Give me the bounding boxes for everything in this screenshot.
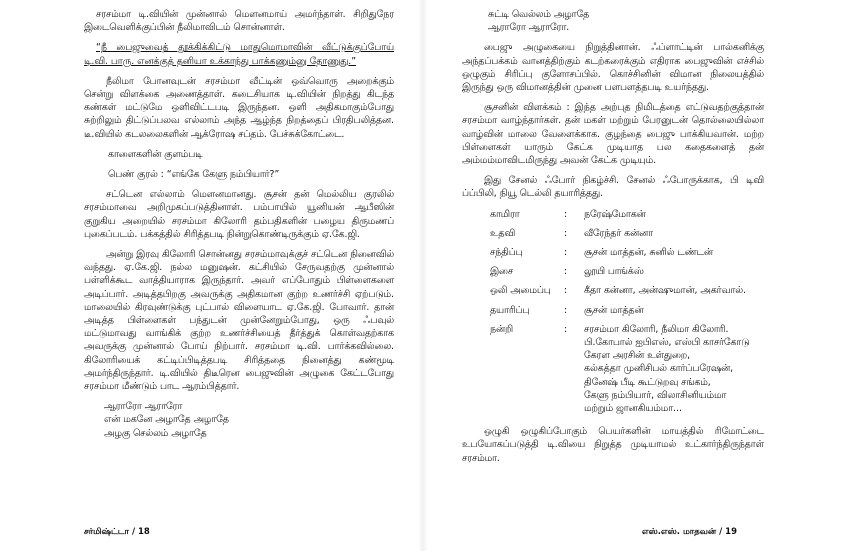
credit-separator: :	[564, 285, 568, 297]
paragraph: பைஜு அழுகையை நிறுத்தினான். ஃப்ளாட்டின் பால்கனிக்கு அந்தப்பக்கம் வானத்திற்கும் கடற்கரைக்கும் எதிராக பைஜுவின் எச்சில் ஒழுகும் சிரிப்பு குளோசப்பில். கொச்சினின் விமான நிலையத்தில் இருந்து ஒரு விமானத்தின் முனை பளபளத்தபடி உயர்ந்தது.	[462, 42, 764, 94]
credit-separator: :	[564, 304, 568, 316]
credit-names	[584, 323, 764, 415]
credit-name: கல்கத்தா முனிசிபல் கார்ப்பரேஷன்,	[584, 363, 734, 375]
right-page-text	[462, 8, 764, 472]
credit-role: சந்திப்பு	[490, 247, 523, 259]
paragraph: சூசனின் விளக்கம் : இந்த அற்புத நிமிடத்தை எட்டுவதற்குத்தான் சரசம்மா வாழ்ந்தார்கள். தன் மகள் மற்றும் பேரனுடன் தொல்லையில்லா வாழ்வின் மாலை வேளைக்காக. குழந்தை பைஜு பாக்கியவான். மற்ற பிள்ளைகள் யாரும் கேட்க முடியாத பல கதைகளைத் தன் அம்மம்மாவிடமிருந்து அவன் கேட்க முடியும்.	[462, 102, 764, 167]
credit-row	[490, 246, 764, 259]
lullaby-line: அழகு செல்லம் அழாதே	[104, 427, 207, 439]
credit-separator: :	[564, 266, 568, 278]
lullaby-line: ஆராரோ ஆராரோ	[104, 401, 183, 413]
closing-paragraph: ஒழுகி ஒழுகிப்போகும் பெயர்களின் மாயத்தில் ரிமோட்டை உபயோகப்படுத்தி டி.வியை நிறுத்த முடியாமல் உட்கார்ந்திருந்தாள் சரசம்மா.	[462, 426, 764, 464]
credit-role: நன்றி	[490, 323, 513, 335]
credit-role: ஒலி அமைப்பு	[490, 285, 551, 297]
credit-name: சரசம்மா கிலோரி, நீலிமா கிலோரி.	[584, 323, 729, 335]
credit-name: கேளு நம்பியார், விலாசினியம்மா	[584, 389, 727, 401]
sound-note: காளைகளின் குளம்படி	[108, 148, 203, 160]
paragraph: அன்று இரவு கிலோரி சொன்னது சரசம்மாவுக்குச் சட்டென நினைவில் வந்தது. ஏ.கே.ஜி. நல்ல மனுஷன். கட்சியில் சேருவதற்கு முன்னால் பள்ளிக்கூட வாத்தியாராக இருந்தார். அவர் எப்போதும் பிள்ளைகளை அடிப்பார். அடித்தபிறகு அவருக்கு அதிகமான குற்ற உணர்ச்சி ஏற்படும். மாலையில் கிரவுண்டுக்கு புட்பால் விளையாட ஏ.கே.ஜி. போவார். தான் அடித்த பிள்ளைகள் பந்துடன் முன்னேறும்போது, ஒரு ஃபவுல் மட்டுமாவது வாங்கிக் குற்ற உணர்ச்சியைத் தீர்த்துக் கொள்வதற்காக அவருக்கு முன்னால் போய் நிற்பார். சரசம்மா டி.வி. பார்க்கவில்லை. கிலோரியைக் கட்டிப்பிடித்தபடி சிரித்ததை நினைத்து கண்மூடி அமர்ந்திருந்தார். டி.வியில் திடீரென பைஜுவின் அழுகை கேட்டபோது சரசம்மா மீண்டும் பாட ஆரம்பித்தார்.	[84, 249, 394, 393]
credit-row	[490, 304, 764, 317]
credit-names	[584, 227, 764, 240]
credit-role: தயாரிப்பு	[490, 304, 530, 316]
credit-role: உதவி	[490, 227, 516, 239]
credit-separator: :	[564, 227, 568, 239]
paragraph: இது சேனல் ஃபோர் நிகழ்ச்சி. சேனல் ஃபோருக்காக, பி டிவி ப்ப்பிலி, நியூ டெல்லி தயாரித்தது.	[462, 175, 764, 200]
credit-name: மற்றும் ஜானகியம்மா...	[584, 403, 682, 415]
left-page-footer: சர்மிஷ்ட்டா / 18	[84, 527, 150, 537]
lullaby	[84, 400, 394, 440]
credit-name: கீதா கன்னா, அன்ஷுமான், அகர்வால்.	[584, 285, 746, 297]
credit-row	[490, 323, 764, 415]
lullaby-line: சுட்டி வெல்லம் அழாதே	[488, 9, 590, 20]
credit-separator: :	[564, 208, 568, 220]
credit-name: வீரேந்தர் கன்னா	[584, 227, 653, 239]
left-page-text	[84, 8, 394, 447]
lullaby	[462, 8, 764, 34]
credit-name: சூசன் மாத்தன்	[584, 304, 644, 316]
paragraph: சட்டென எல்லாம் மௌனமானது. சூசன் தன் மெல்லிய குரலில் சரசம்மாவை அறிமுகப்படுத்தினாள். பம்பாயில் யூனியன் ஆபீஸின் குறுகிய அறையில் சரசம்மா கிலோரி தம்பதிகளின் பழைய திருமணப் புகைப்படம். பக்கத்தில் சிரித்தபடி நின்றுகொண்டிருக்கும் ஏ.கே.ஜி.	[84, 189, 394, 240]
credits-list	[490, 208, 764, 416]
right-page	[426, 0, 846, 551]
credit-name: தினேஷ் பீடி கூட்டுறவு சங்கம்,	[584, 376, 711, 388]
credit-names	[584, 265, 764, 278]
credit-names	[584, 246, 764, 259]
credit-name: பி.கோபால் ஐபிஎஸ், எஸ்பி காசர்கோடு	[584, 337, 750, 349]
credit-names	[584, 284, 764, 297]
credit-names	[584, 208, 764, 221]
lullaby-line: ஆராரோ ஆராரோ.	[488, 22, 570, 34]
credit-row	[490, 227, 764, 240]
credit-role: காமிரா	[490, 208, 520, 220]
credit-names	[584, 304, 764, 317]
credit-row	[490, 284, 764, 297]
credit-name: லூயி பாங்க்ஸ்	[584, 266, 644, 278]
right-page-footer: எஸ்.எஸ். மாதவன் / 19	[642, 527, 737, 537]
credit-role: இசை	[490, 266, 513, 278]
dialogue-line: பெண் குரல் : “எங்கே கேளு நம்பியார்?”	[108, 169, 280, 181]
credit-name: நரேஷ்மோகன்	[584, 208, 646, 220]
credit-row	[490, 265, 764, 278]
credit-name: சூசன் மாத்தன், சுனில் டண்டன்	[584, 247, 713, 259]
quote-paragraph: “நீ பைஜுவைத் தூக்கிக்கிட்டு மாதுமொமாவின் வீட்டுக்குப்போய் டி.வி. பாரு. எனக்குத் தனியா உக்காந்து பாக்கணும்னு தோணுது.”	[84, 42, 394, 67]
credit-name: கேரள அரசின் உள்துறை,	[584, 350, 691, 362]
paragraph: நீலிமா போனவுடன் சரசம்மா வீட்டின் ஒவ்வொரு அறைக்கும் சென்று விளக்கை அணைத்தாள். கடைசியாக டி.வியின் நிறத்து கிடந்த கண்கள் மட்டுமே ஒளிவிட்டபடி இருந்தன. ஒளி அதிகமாகும்போது சுற்றிலும் திட்டுப்பலவ எல்லாம் அந்த ஆழ்ந்த நிறத்தைப் பிரதிபலித்தன. டீ.வியில் கடலலைகளின் ஆக்ரோஷ சப்தம். பேச்சுக்கோட்டை.	[84, 75, 394, 140]
credit-separator: :	[564, 323, 568, 335]
lullaby-line: என் மகனே அழாதே அழாதே	[104, 414, 229, 426]
credit-row	[490, 208, 764, 221]
paragraph: சரசம்மா டி.வியின் முன்னால் மௌனமாய் அமர்ந்தாள். சிறிதுநேர இடைவெளிக்குப்பின் நீலிமாவிடம் சொன்னாள்.	[84, 9, 394, 34]
left-page	[0, 0, 420, 551]
credit-separator: :	[564, 247, 568, 259]
